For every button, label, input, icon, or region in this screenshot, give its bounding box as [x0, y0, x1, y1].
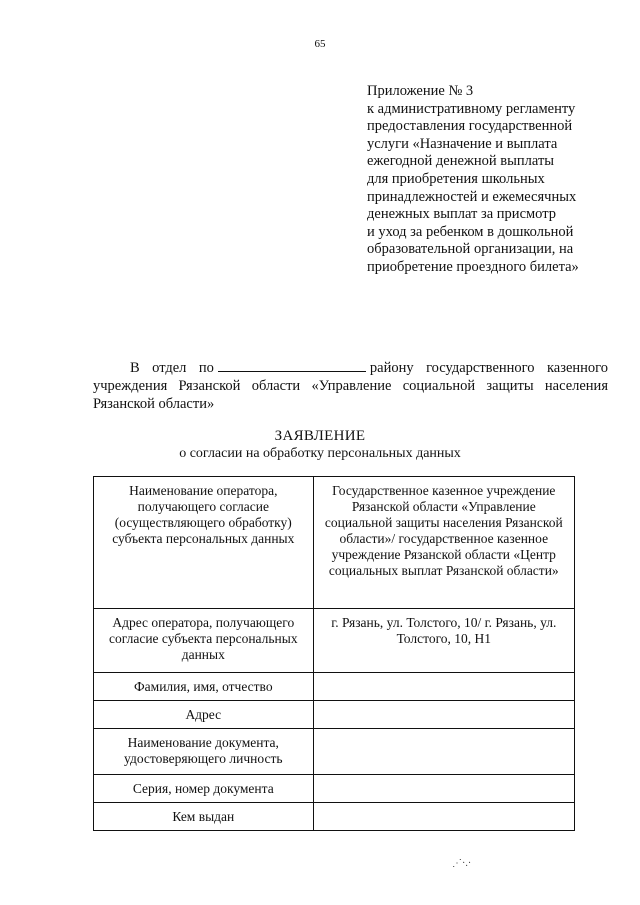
row-value: Государственное казенное учреждение Рязанской области «Управление социальной защиты населения Рязанской области»/ государственное казенное учреждение Рязанской области «Центр социальных выплат Рязанской области»	[313, 477, 574, 609]
appendix-line: Приложение № 3	[367, 83, 474, 99]
row-label: Наименование оператора, получающего согласие (осуществляющего обработку) субъекта персональных данных	[94, 477, 314, 609]
row-value[interactable]	[313, 673, 574, 701]
row-label: Адрес оператора, получающего согласие субъекта персональных данных	[94, 609, 314, 673]
document-title: ЗАЯВЛЕНИЕ	[274, 428, 366, 444]
table-row	[94, 729, 575, 775]
appendix-line: для приобретения школьных	[367, 170, 545, 187]
row-label: Серия, номер документа	[94, 775, 314, 803]
appendix-line: денежных выплат за присмотр	[367, 206, 557, 223]
appendix-line: приобретение проездного билета»	[367, 258, 579, 275]
appendix-line: услуги «Назначение и выплата	[367, 135, 558, 152]
table-row	[94, 673, 575, 701]
row-label: Фамилия, имя, отчество	[94, 673, 314, 701]
appendix-line: предоставления государственной	[367, 118, 573, 135]
appendix-line: к административному регламенту	[367, 100, 576, 117]
appendix-line: принадлежностей и ежемесячных	[367, 188, 577, 205]
row-value: г. Рязань, ул. Толстого, 10/ г. Рязань, ул. Толстого, 10, Н1	[313, 609, 574, 673]
table-row	[94, 477, 575, 609]
table-row	[94, 609, 575, 673]
consent-table	[93, 476, 575, 831]
document-subtitle: о согласии на обработку персональных данных	[179, 446, 461, 461]
appendix-line: и уход за ребенком в дошкольной	[367, 223, 574, 240]
table-row	[94, 775, 575, 803]
page-number: 65	[314, 38, 326, 50]
appendix-header	[367, 83, 607, 277]
row-value[interactable]	[313, 729, 574, 775]
row-value[interactable]	[313, 803, 574, 831]
addressee-prefix: В отдел по	[130, 360, 214, 376]
district-blank-field[interactable]	[218, 358, 366, 372]
table-row	[94, 701, 575, 729]
appendix-line: образовательной организации, на	[367, 241, 574, 258]
table-row	[94, 803, 575, 831]
row-label: Адрес	[94, 701, 314, 729]
row-label: Кем выдан	[94, 803, 314, 831]
row-value[interactable]	[313, 775, 574, 803]
addressee	[93, 358, 608, 413]
addressee-suffix: району государственного казенного учреждения Рязанской области «Управление социальной защиты населения Рязанской области»	[93, 360, 608, 412]
row-label: Наименование документа, удостоверяющего личность	[94, 729, 314, 775]
scan-artifact: ⋰·.·	[452, 858, 472, 869]
appendix-line: ежегодной денежной выплаты	[367, 153, 555, 170]
row-value[interactable]	[313, 701, 574, 729]
